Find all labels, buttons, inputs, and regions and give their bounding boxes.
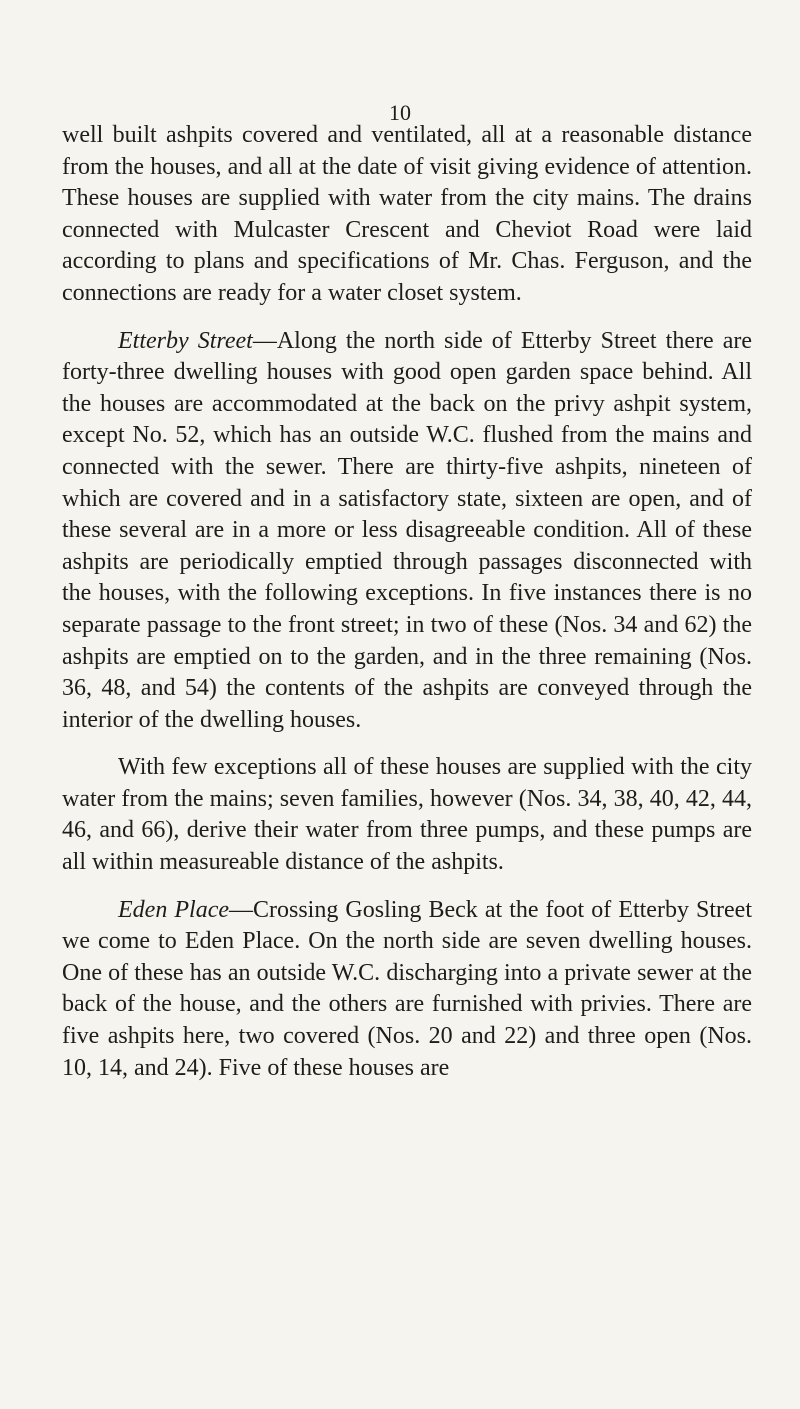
paragraph-water-supply: [62, 752, 752, 878]
section-heading-etterby-street: Etterby Street: [118, 327, 253, 354]
section-heading-eden-place: Eden Place: [118, 896, 229, 923]
paragraph-continuation: [62, 120, 752, 310]
body-text: [62, 120, 752, 1084]
paragraph-text: —Along the north side of Etterby Street there are forty-three dwelling houses with good open garden space behind. All the houses are accommodated at the back on the privy ashpit system, except No. 52, which has an outside W.C. flushed from the mains and connected with the sewer. There are thirty-five ashpits, nineteen of which are covered and in a satisfactory state, sixteen are open, and of these several are in a more or less disagreeable condition. All of these ashpits are periodically emptied through passages disconnected with the houses, with the following exceptions. In five instances there is no separate passage to the front street; in two of these (Nos. 34 and 62) the ashpits are emptied on to the garden, and in the three remaining (Nos. 36, 48, and 54) the contents of the ashpits are conveyed through the interior of the dwelling houses.: [62, 327, 753, 733]
paragraph-eden-place: [62, 895, 752, 1085]
paragraph-etterby-street: [62, 326, 752, 737]
paragraph-text: With few exceptions all of these houses are supplied with the city water from the mains; seven families, however (Nos. 34, 38, 40, 42, 44, 46, and 66), derive their water from three pumps, and these pumps are all within measureable distance of the ashpits.: [62, 754, 752, 876]
paragraph-text: —Crossing Gosling Beck at the foot of Etterby Street we come to Eden Place. On the north side are seven dwelling houses. One of these has an outside W.C. discharging into a private sewer at the back of the house, and the others are furnished with privies. There are five ashpits here, two covered (Nos. 20 and 22) and three open (Nos. 10, 14, and 24). Five of these houses are: [62, 896, 752, 1081]
paragraph-text: well built ashpits covered and ventilated, all at a reasonable distance from the houses, and all at the date of visit giving evidence of attention. These houses are supplied with water from the city mains. The drains connected with Mulcaster Crescent and Cheviot Road were laid according to plans and specifications of Mr. Chas. Ferguson, and the connections are ready for a water closet system.: [62, 122, 752, 306]
page-number: 10: [389, 100, 411, 125]
